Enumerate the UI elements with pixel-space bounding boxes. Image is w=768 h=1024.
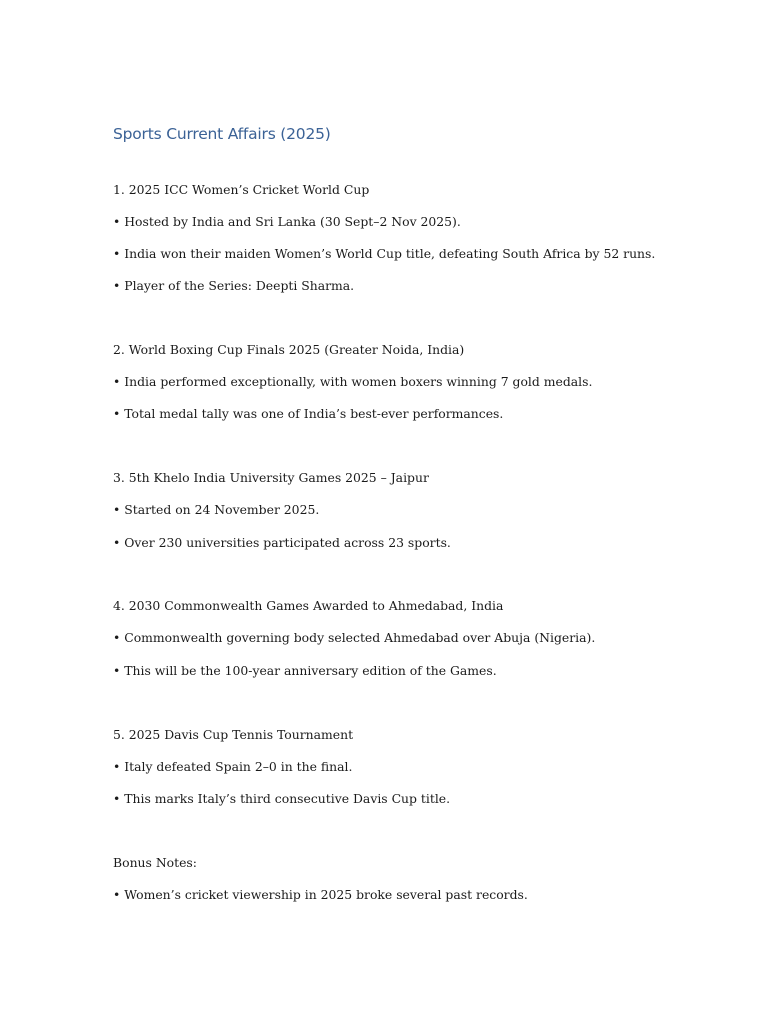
section-2-heading: 2. World Boxing Cup Finals 2025 (Greater Noida, India) [113, 342, 465, 357]
section-4-bullet-2: • This will be the 100-year anniversary edition of the Games. [113, 663, 497, 678]
section-5-bullet-2: • This marks Italy’s third consecutive Davis Cup title. [113, 791, 451, 806]
section-1-bullet-2: • India won their maiden Women’s World Cup title, defeating South Africa by 52 runs. [113, 246, 656, 261]
section-3-heading: 3. 5th Khelo India University Games 2025 – Jaipur [113, 470, 429, 485]
bonus-bullet-1: • Women’s cricket viewership in 2025 broke several past records. [113, 887, 528, 902]
section-2-bullet-1: • India performed exceptionally, with women boxers winning 7 gold medals. [113, 374, 593, 389]
section-5-bullet-1: • Italy defeated Spain 2–0 in the final. [113, 759, 353, 774]
bonus-heading: Bonus Notes: [113, 855, 197, 870]
section-3-bullet-1: • Started on 24 November 2025. [113, 502, 320, 517]
document-title: Sports Current Affairs (2025) [113, 125, 331, 143]
section-1-bullet-1: • Hosted by India and Sri Lanka (30 Sept–2 Nov 2025). [113, 214, 461, 229]
section-4-heading: 4. 2030 Commonwealth Games Awarded to Ahmedabad, India [113, 598, 504, 613]
section-4-bullet-1: • Commonwealth governing body selected Ahmedabad over Abuja (Nigeria). [113, 630, 596, 645]
section-3-bullet-2: • Over 230 universities participated across 23 sports. [113, 535, 451, 550]
section-2-bullet-2: • Total medal tally was one of India’s best-ever performances. [113, 406, 504, 421]
section-1-heading: 1. 2025 ICC Women’s Cricket World Cup [113, 182, 370, 197]
section-5-heading: 5. 2025 Davis Cup Tennis Tournament [113, 727, 354, 742]
section-1-bullet-3: • Player of the Series: Deepti Sharma. [113, 278, 355, 293]
